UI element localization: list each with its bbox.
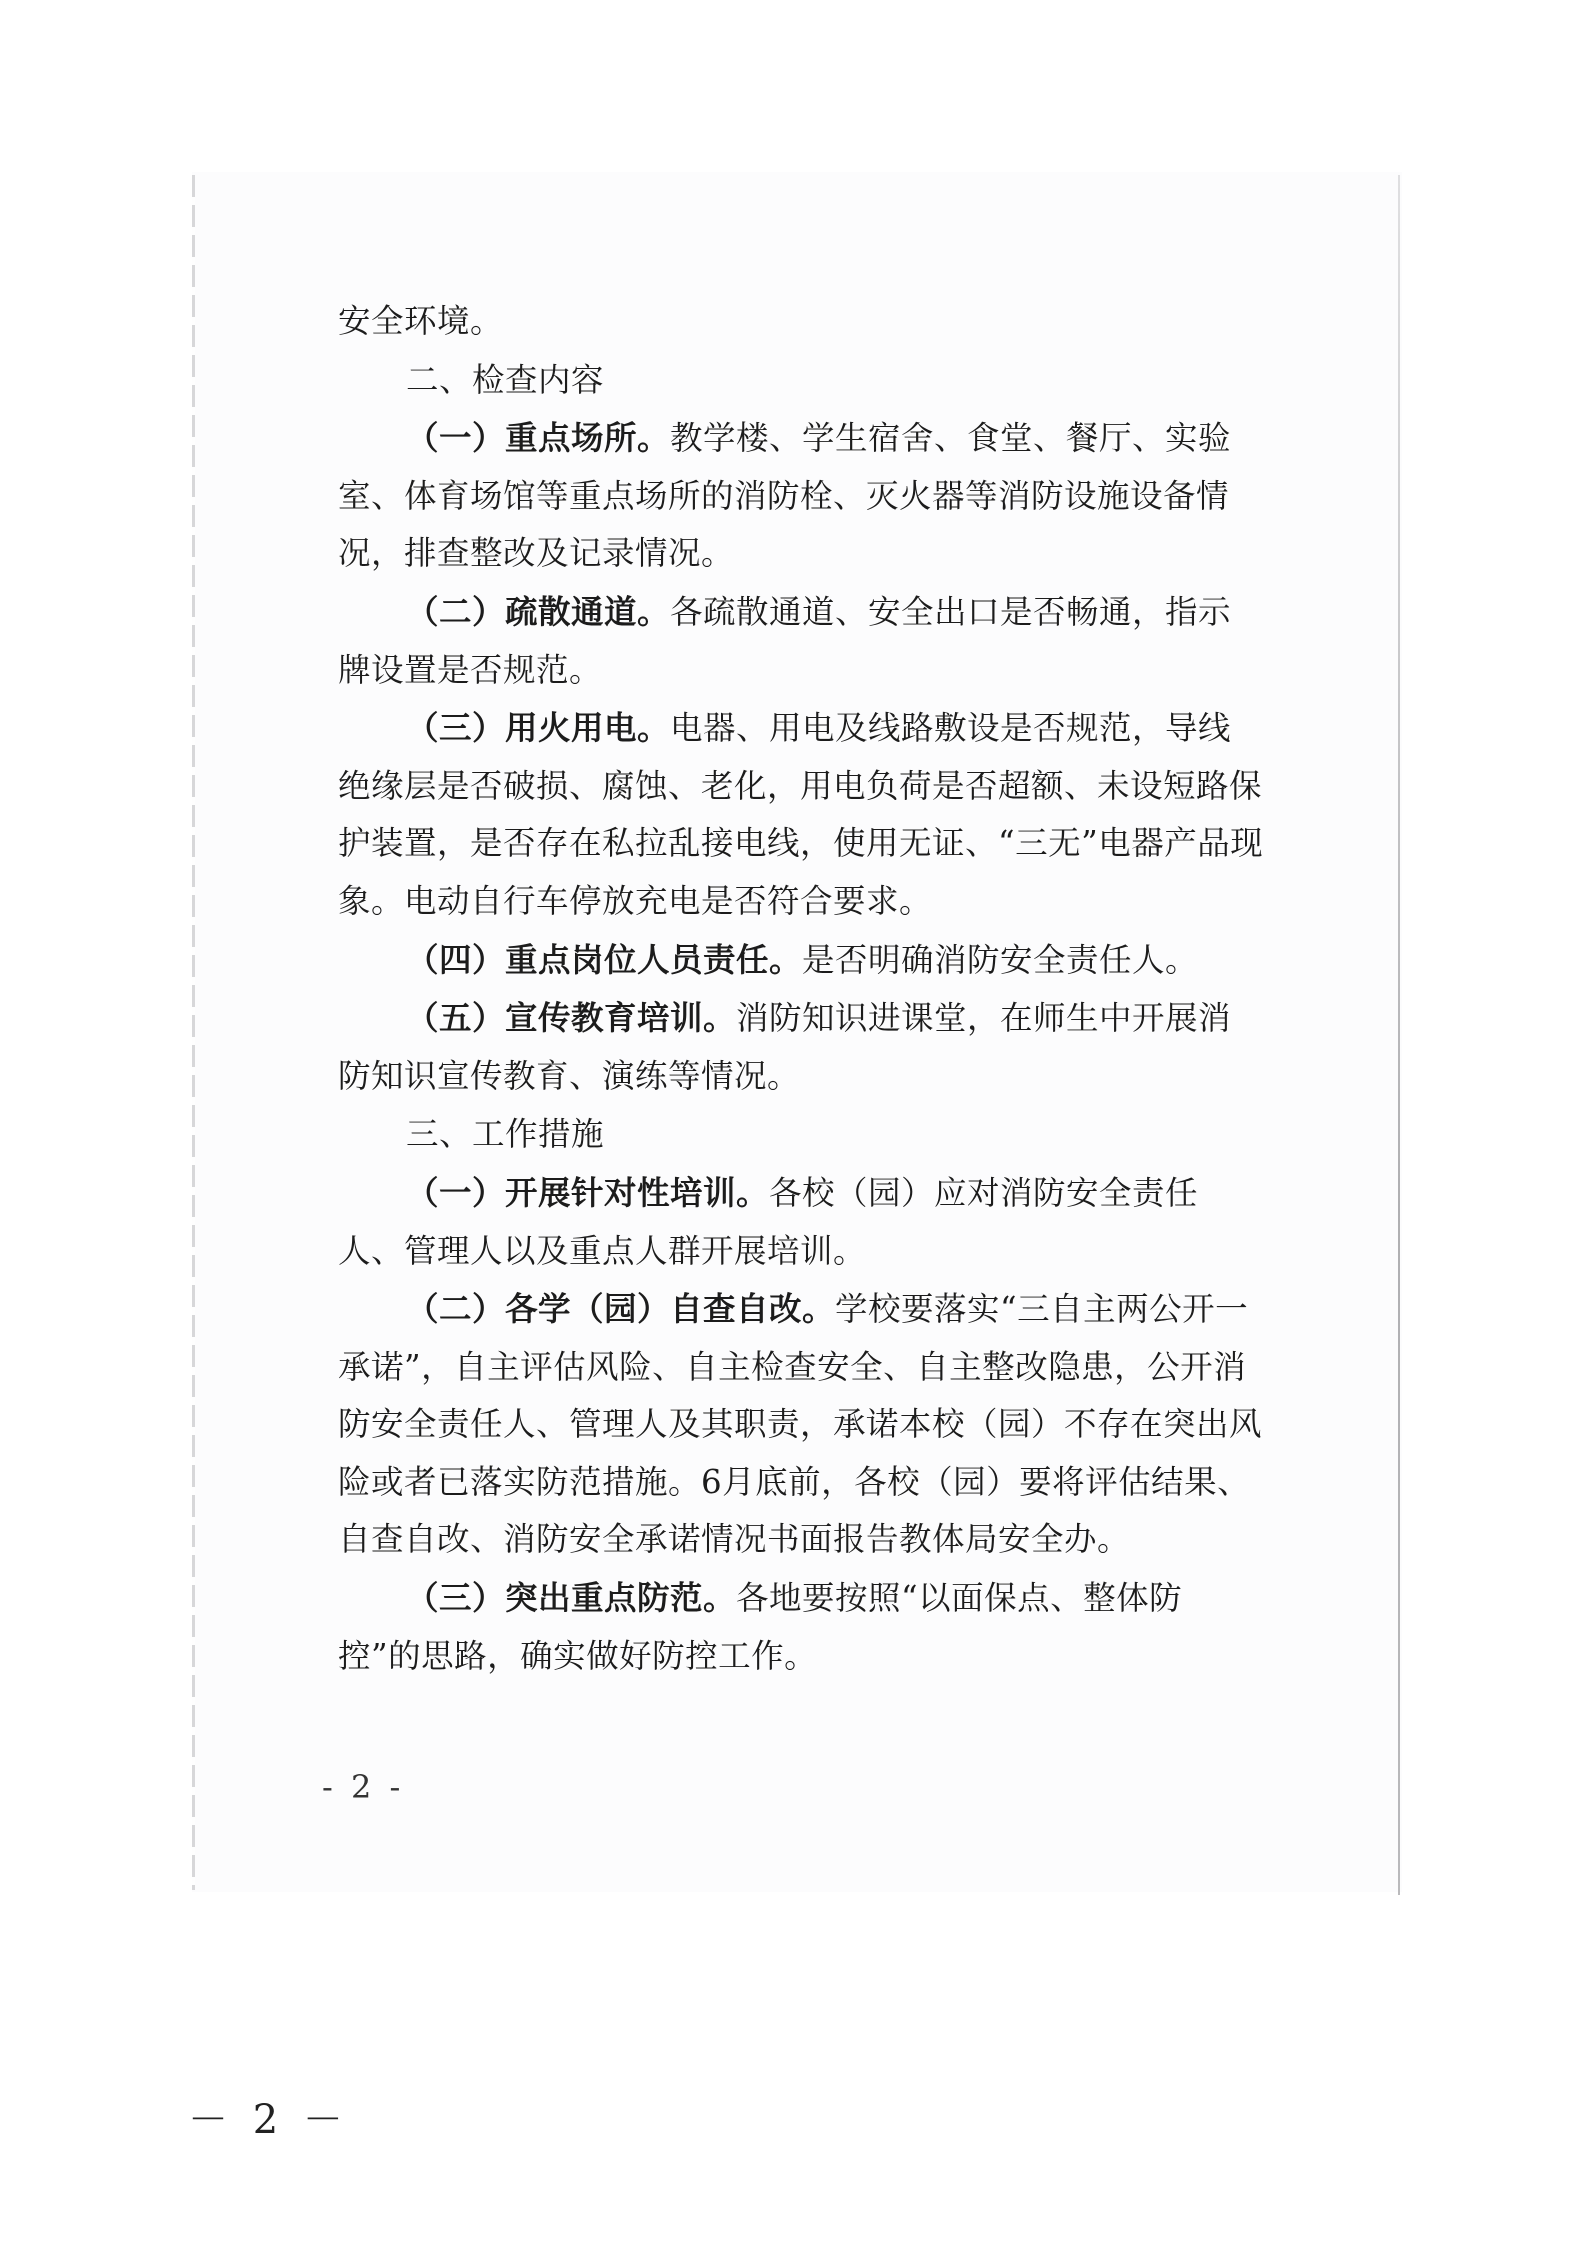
paragraph-7-text: 消防知识进课堂，在师生中开展消防知识宣传教育、演练等情况。 (338, 999, 1232, 1095)
paragraph-3-heading: （一）重点场所。 (406, 418, 671, 458)
paragraph-10-text: 学校要落实“三自主两公开一承诺”，自主评估风险、自主检查安全、自主整改隐患，公开消防安全责任人、管理人及其职责，承诺本校（园）不存在突出风险或者已落实防范措施。6月底前，各校（园）要将评估结果、自查自改、消防安全承诺情况书面报告教体局安全办。 (338, 1290, 1263, 1559)
paragraph-11-text: 各地要按照“以面保点、整体防控”的思路，确实做好防控工作。 (338, 1579, 1183, 1675)
paragraph-1-text: 安全环境。 (338, 302, 504, 340)
paragraph-fire-electricity (338, 699, 1264, 930)
scan-left-edge (192, 175, 195, 1890)
paragraph-4-text: 各疏散通道、安全出口是否畅通，指示牌设置是否规范。 (338, 592, 1232, 689)
paragraph-key-places (338, 409, 1264, 583)
paragraph-key-personnel (338, 931, 1264, 990)
document-body (338, 292, 1264, 1685)
section-heading-work-measures (338, 1105, 1264, 1164)
paragraph-3-text: 教学楼、学生宿舍、食堂、餐厅、实验室、体育场馆等重点场所的消防栓、灭火器等消防设施设备情况，排查整改及记录情况。 (338, 419, 1232, 573)
paragraph-5-heading: （三）用火用电。 (406, 708, 671, 748)
paragraph-6-heading: （四）重点岗位人员责任。 (406, 939, 803, 979)
paragraph-key-prevention (338, 1569, 1264, 1685)
paragraph-2-text: 二、检查内容 (406, 360, 605, 399)
paragraph-8-text: 三、工作措施 (406, 1115, 605, 1154)
paragraph-1 (338, 292, 1264, 351)
outer-page-number: － 2 － (188, 2097, 349, 2143)
paragraph-9-text: 各校（园）应对消防安全责任人、管理人以及重点人群开展培训。 (338, 1173, 1199, 1270)
paragraph-10-heading: （二）各学（园）自查自改。 (406, 1289, 836, 1329)
paragraph-9-heading: （一）开展针对性培训。 (406, 1172, 770, 1212)
paragraph-targeted-training (338, 1164, 1264, 1280)
section-heading-inspection-content (338, 351, 1264, 410)
paragraph-4-heading: （二）疏散通道。 (406, 591, 671, 631)
paragraph-7-heading: （五）宣传教育培训。 (406, 998, 737, 1038)
inner-page-number: - 2 - (322, 1768, 405, 1806)
paragraph-publicity-training (338, 989, 1264, 1105)
paragraph-5-text: 电器、用电及线路敷设是否规范，导线绝缘层是否破损、腐蚀、老化，用电负荷是否超额、未设短路保护装置，是否存在私拉乱接电线，使用无证、“三无”电器产品现象。电动自行车停放充电是否符合要求。 (338, 709, 1264, 920)
paragraph-evacuation-routes (338, 583, 1264, 699)
paragraph-11-heading: （三）突出重点防范。 (406, 1578, 737, 1618)
paragraph-6-text: 是否明确消防安全责任人。 (802, 940, 1199, 979)
paragraph-self-inspection (338, 1280, 1264, 1569)
scan-right-edge (1398, 175, 1400, 1895)
